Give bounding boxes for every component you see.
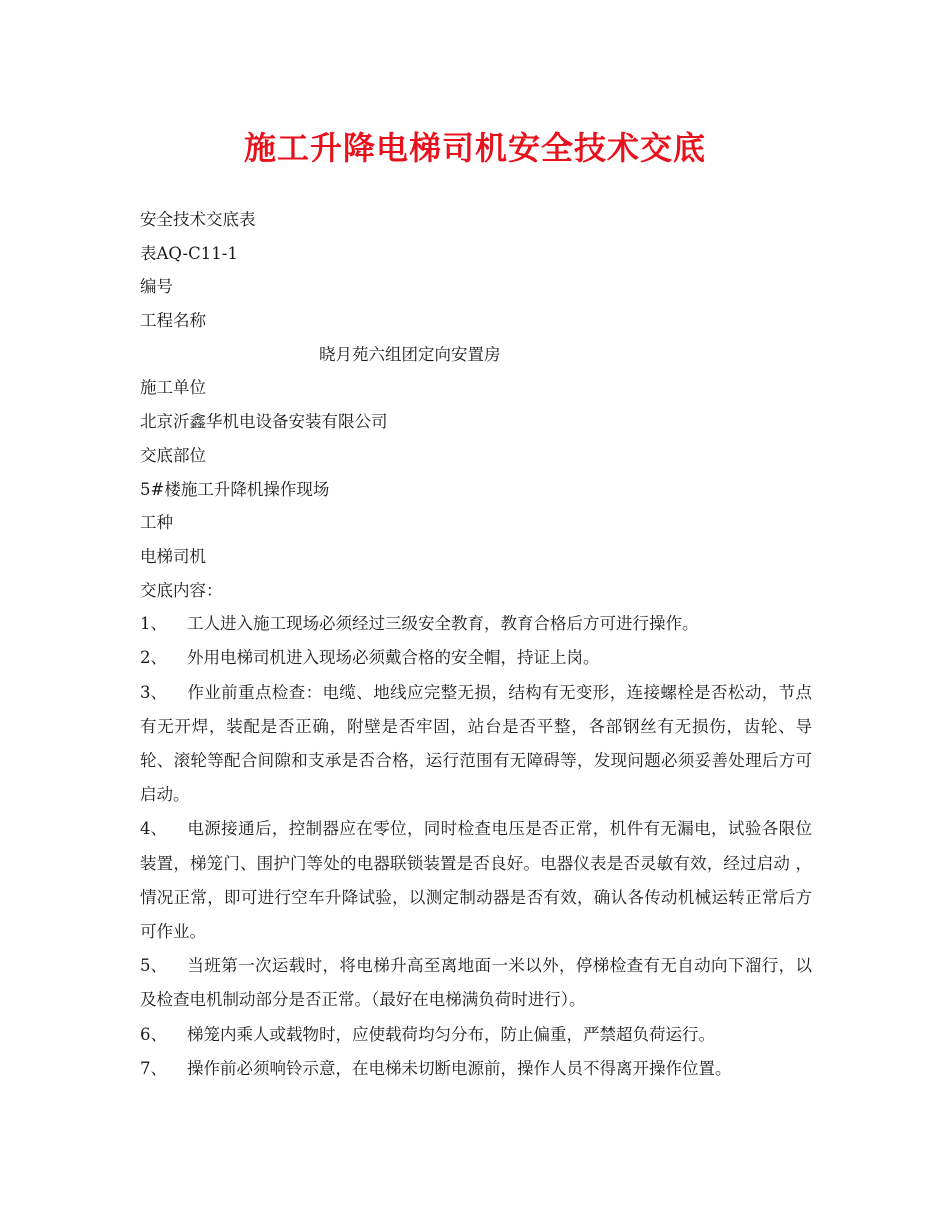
item-text: 梯笼内乘人或载物时，应使载荷均匀分布，防止偏重，严禁超负荷运行。: [187, 1024, 715, 1044]
item-number: 2、: [140, 648, 167, 668]
document-body: [140, 203, 812, 1086]
project-value: 晓月苑六组团定向安置房: [319, 344, 501, 364]
contractor-value: 北京沂鑫华机电设备安装有限公司: [140, 412, 388, 432]
location-value: 5#楼施工升降机操作现场: [140, 479, 330, 499]
project-label: 工程名称: [140, 311, 206, 331]
item-number: 5、: [140, 956, 167, 976]
form-name: 安全技术交底表: [140, 210, 256, 229]
trade-label: 工种: [140, 513, 173, 533]
item-text: 当班第一次运载时，将电梯升高至离地面一米以外，停梯检查有无自动向下溜行，以及检查电机制动部分是否正常。（最好在电梯满负荷时进行）。: [140, 956, 812, 1010]
content-item: [140, 607, 812, 641]
content-item: [140, 1052, 812, 1086]
document-title: 施工升降电梯司机安全技术交底: [243, 129, 706, 167]
item-number: 7、: [140, 1058, 167, 1078]
item-text: 工人进入施工现场必须经过三级安全教育，教育合格后方可进行操作。: [187, 614, 699, 634]
item-number: 6、: [140, 1024, 167, 1044]
content-item: [140, 949, 812, 1017]
item-number: 3、: [140, 682, 167, 702]
content-label: 交底内容：: [140, 580, 223, 600]
location-label: 交底部位: [140, 445, 206, 465]
number-label: 编号: [140, 277, 173, 297]
content-item: [140, 641, 812, 675]
content-item: [140, 812, 812, 949]
item-text: 外用电梯司机进入现场必须戴合格的安全帽，持证上岗。: [187, 648, 600, 668]
form-code: 表AQ-C11-1: [140, 243, 238, 263]
content-item: [140, 676, 812, 813]
item-text: 操作前必须响铃示意，在电梯未切断电源前，操作人员不得离开操作位置。: [187, 1058, 732, 1078]
item-text: 作业前重点检查：电缆、地线应完整无损，结构有无变形，连接螺栓是否松动，节点有无开焊，装配是否正确，附壁是否牢固，站台是否平整，各部钢丝有无损伤，齿轮、导轮、滚轮等配合间隙和支承是否合格，运行范围有无障碍等，发现问题必须妥善处理后方可启动。: [140, 682, 812, 805]
item-number: 1、: [140, 614, 167, 634]
contractor-label: 施工单位: [140, 378, 206, 398]
item-number: 4、: [140, 819, 167, 839]
item-text: 电源接通后，控制器应在零位，同时检查电压是否正常，机件有无漏电，试验各限位装置，梯笼门、围护门等处的电器联锁装置是否良好。电器仪表是否灵敏有效，经过启动 ，情况正常，即可进行空车升降试验，以测定制动器是否有效，确认各传动机械运转正常后方可作业。: [140, 819, 812, 942]
content-item: [140, 1018, 812, 1052]
trade-value: 电梯司机: [140, 546, 206, 566]
